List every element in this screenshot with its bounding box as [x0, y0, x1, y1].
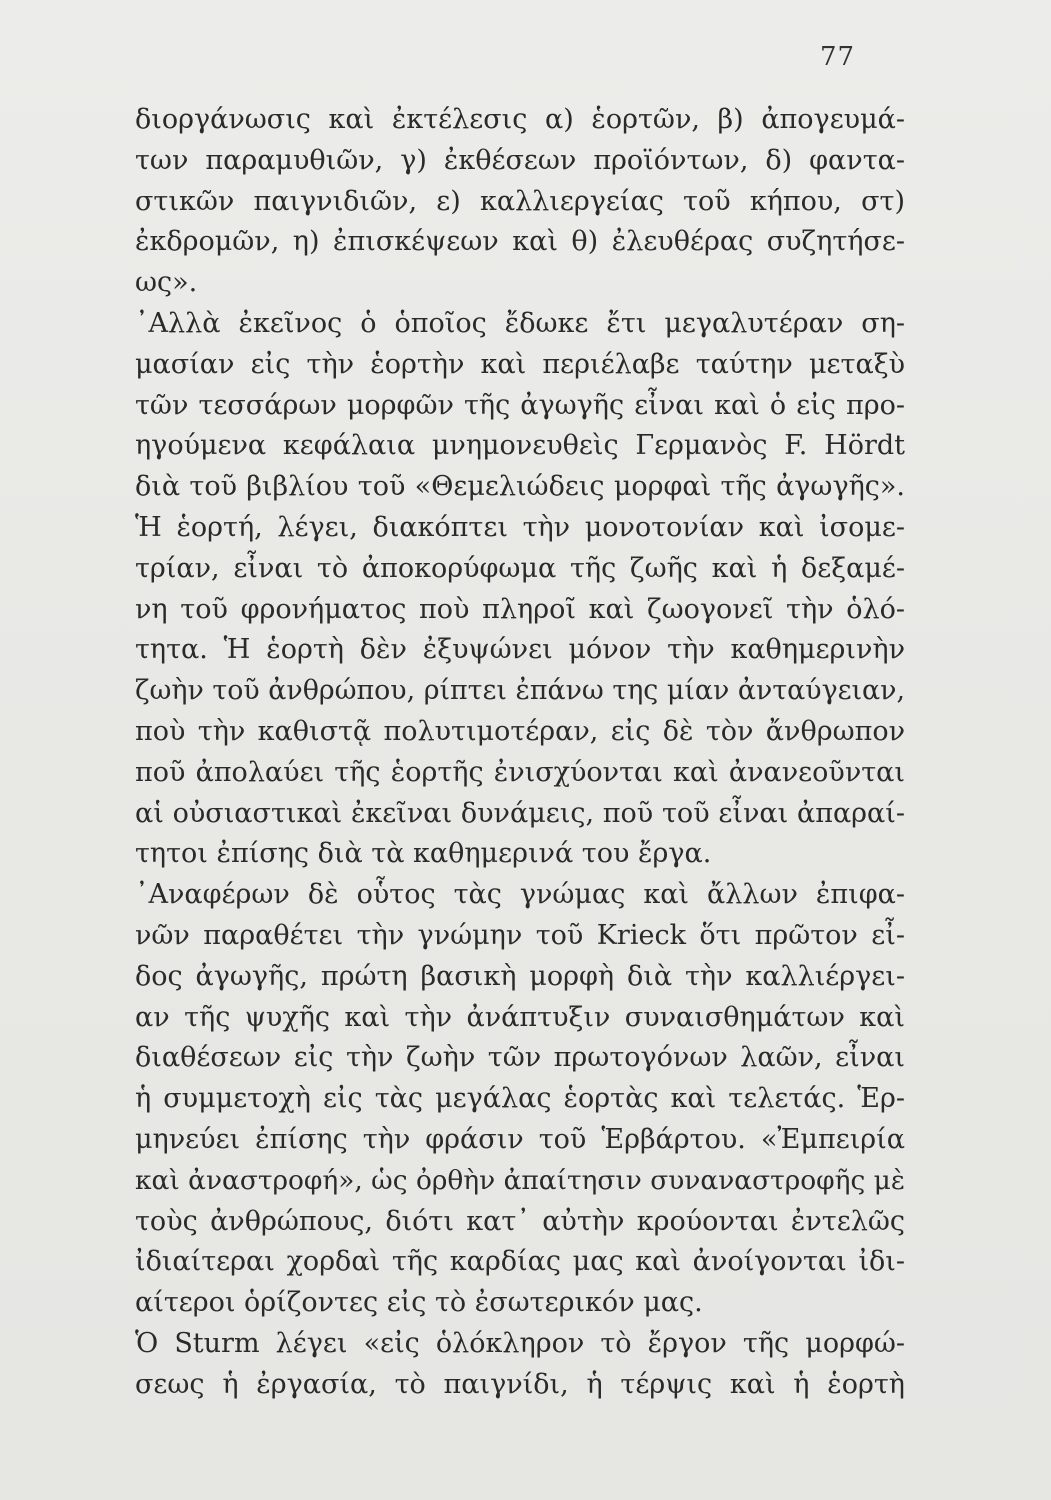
text-line: ποῦ ἀπολαύει τῆς ἑορτῆς ἐνισχύονται καὶ ἀνανεοῦνται [135, 756, 905, 788]
text-line: ἡ συμμετοχὴ εἰς τὰς μεγάλας ἑορτὰς καὶ τελετάς. Ἑρ- [135, 1083, 905, 1115]
text-line: καὶ ἀναστροφή», ὡς ὀρθὴν ἀπαίτησιν συναναστροφῆς μὲ [135, 1164, 905, 1196]
text-line: ζωὴν τοῦ ἀνθρώπου, ρίπτει ἐπάνω της μίαν ἀνταύγειαν, [135, 675, 905, 707]
text-line: νη τοῦ φρονήματος ποὺ πληροῖ καὶ ζωογονεῖ τὴν ὁλό- [135, 593, 905, 625]
text-line: τρίαν, εἶναι τὸ ἀποκορύφωμα τῆς ζωῆς καὶ ἡ δεξαμέ- [135, 552, 905, 584]
text-line: μηνεύει ἐπίσης τὴν φράσιν τοῦ Ἑρβάρτου. «Ἐμπειρία [135, 1123, 905, 1155]
text-line: τῶν τεσσάρων μορφῶν τῆς ἀγωγῆς εἶναι καὶ ὁ εἰς προ- [135, 389, 905, 421]
body-text [135, 100, 905, 1406]
text-line: διοργάνωσις καὶ ἐκτέλεσις α) ἑορτῶν, β) ἀπογευμά- [135, 104, 905, 135]
text-line: αν τῆς ψυχῆς καὶ τὴν ἀνάπτυξιν συναισθημάτων καὶ [135, 1001, 905, 1033]
page-number: 77 [820, 42, 856, 72]
text-line: αίτεροι ὁρίζοντες εἰς τὸ ἐσωτερικόν μας. [135, 1287, 703, 1319]
text-line: ηγούμενα κεφάλαια μνημονευθεὶς Γερμανὸς F. Hördt [135, 430, 905, 462]
text-line: τητοι ἐπίσης διὰ τὰ καθημερινά του ἔργα. [135, 838, 712, 870]
text-line: διὰ τοῦ βιβλίου τοῦ «Θεμελιώδεις μορφαὶ τῆς ἀγωγῆς». [135, 471, 905, 503]
text-line: σεως ἡ ἐργασία, τὸ παιγνίδι, ἡ τέρψις καὶ ἡ ἑορτὴ [135, 1368, 905, 1400]
text-line: στικῶν παιγνιδιῶν, ε) καλλιεργείας τοῦ κήπου, στ) [135, 185, 905, 217]
text-line: Ὁ Sturm λέγει «εἰς ὁλόκληρον τὸ ἔργον τῆς μορφώ- [135, 1327, 905, 1359]
text-line: ποὺ τὴν καθιστᾷ πολυτιμοτέραν, εἰς δὲ τὸν ἄνθρωπον [135, 715, 905, 747]
text-line: ως». [135, 267, 198, 299]
text-line: των παραμυθιῶν, γ) ἐκθέσεων προϊόντων, δ) φαντα- [135, 144, 905, 176]
text-line: ᾿Αναφέρων δὲ οὗτος τὰς γνώμας καὶ ἄλλων ἐπιφα- [135, 879, 905, 911]
text-line: τητα. Ἡ ἑορτὴ δὲν ἐξυψώνει μόνον τὴν καθημερινὴν [135, 634, 905, 666]
text-line: διαθέσεων εἰς τὴν ζωὴν τῶν πρωτογόνων λαῶν, εἶναι [135, 1042, 905, 1074]
text-line: αἱ οὐσιαστικαὶ ἐκεῖναι δυνάμεις, ποῦ τοῦ εἶναι ἀπαραί- [135, 797, 905, 829]
text-line: μασίαν εἰς τὴν ἑορτὴν καὶ περιέλαβε ταύτην μεταξὺ [135, 348, 905, 380]
text-line: ἰδιαίτεραι χορδαὶ τῆς καρδίας μας καὶ ἀνοίγονται ἰδι- [135, 1246, 905, 1278]
text-line: δος ἀγωγῆς, πρώτη βασικὴ μορφὴ διὰ τὴν καλλιέργει- [135, 960, 905, 992]
text-line: Ἡ ἑορτή, λέγει, διακόπτει τὴν μονοτονίαν καὶ ἰσομε- [135, 511, 905, 543]
text-line: νῶν παραθέτει τὴν γνώμην τοῦ Krieck ὅτι πρῶτον εἶ- [135, 919, 905, 951]
text-line: ἐκδρομῶν, η) ἐπισκέψεων καὶ θ) ἐλευθέρας συζητήσε- [135, 226, 905, 258]
text-line: ᾿Αλλὰ ἐκεῖνος ὁ ὁποῖος ἔδωκε ἔτι μεγαλυτέραν ση- [135, 307, 905, 339]
text-line: τοὺς ἀνθρώπους, διότι κατ᾿ αὐτὴν κρούονται ἐντελῶς [135, 1205, 905, 1237]
